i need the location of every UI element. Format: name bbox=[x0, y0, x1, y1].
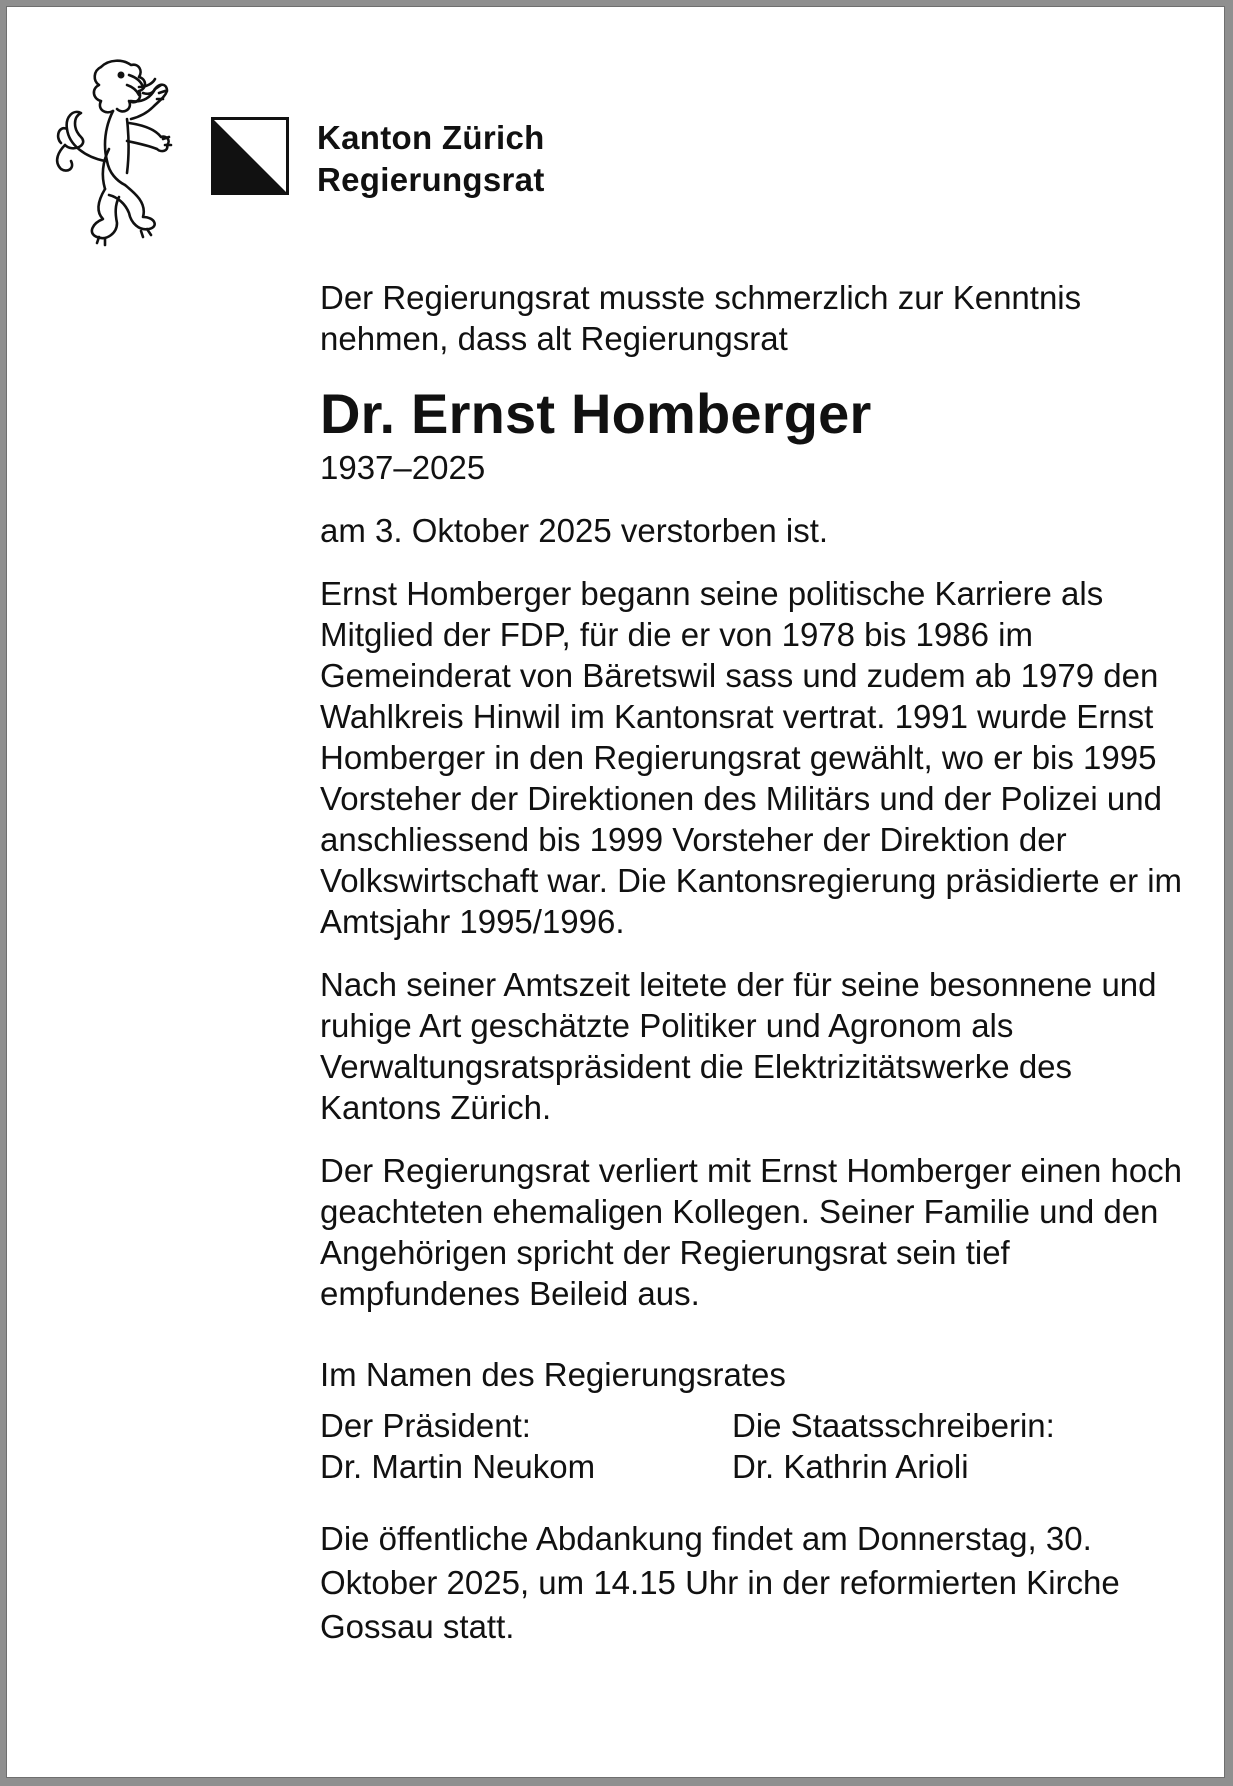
condolence-paragraph: Der Regierungsrat verliert mit Ernst Homberger einen hoch geachteten ehemaligen Kollegen. Seiner Familie und den Angehörigen spricht der Regierungsrat sein tief empfundenes Beileid aus. bbox=[320, 1152, 1183, 1312]
obituary-page bbox=[6, 6, 1225, 1778]
lion-rampant-icon bbox=[43, 57, 193, 253]
signatory-president bbox=[320, 1405, 732, 1487]
notice-body bbox=[320, 277, 1200, 1649]
signatory-role: Der Präsident: bbox=[320, 1407, 531, 1444]
org-line-council: Regierungsrat bbox=[317, 161, 545, 198]
death-date: am 3. Oktober 2025 verstorben ist. bbox=[320, 512, 829, 549]
organization-name bbox=[317, 117, 545, 201]
signatory-secretary bbox=[732, 1405, 1144, 1487]
org-line-canton: Kanton Zürich bbox=[317, 119, 545, 156]
later-career-paragraph: Nach seiner Amtszeit leitete der für seine besonnene und ruhige Art geschätzte Politiker und Agronom als Verwaltungsratspräsident die Elektrizitätswerke des Kantons Zürich. bbox=[320, 966, 1157, 1126]
intro-text: Der Regierungsrat musste schmerzlich zur Kenntnis nehmen, dass alt Regierungsrat bbox=[320, 279, 1082, 357]
zurich-flag-icon bbox=[211, 117, 289, 195]
career-paragraph: Ernst Homberger begann seine politische Karriere als Mitglied der FDP, für die er von 1978 bis 1986 im Gemeinderat von Bäretswil sass und zudem ab 1979 den Wahlkreis Hinwil im Kantonsrat vertrat. 1991 wurde Ernst Homberger in den Regierungsrat gewählt, wo er bis 1995 Vorsteher der Direktionen des Militärs und der Polizei und anschliessend bis 1999 Vorsteher der Direktion der Volkswirtschaft war. Die Kantonsregierung präsidierte er im Amtsjahr 1995/1996. bbox=[320, 575, 1183, 940]
signatures bbox=[320, 1405, 1200, 1487]
signatory-name: Dr. Martin Neukom bbox=[320, 1448, 596, 1485]
signatory-role: Die Staatsschreiberin: bbox=[732, 1407, 1055, 1444]
signoff-line: Im Namen des Regierungsrates bbox=[320, 1356, 786, 1393]
signatory-name: Dr. Kathrin Arioli bbox=[732, 1448, 969, 1485]
life-years: 1937–2025 bbox=[320, 449, 486, 486]
deceased-name: Dr. Ernst Homberger bbox=[320, 382, 872, 445]
service-announcement: Die öffentliche Abdankung findet am Donnerstag, 30. Oktober 2025, um 14.15 Uhr in der reformierten Kirche Gossau statt. bbox=[320, 1520, 1120, 1645]
